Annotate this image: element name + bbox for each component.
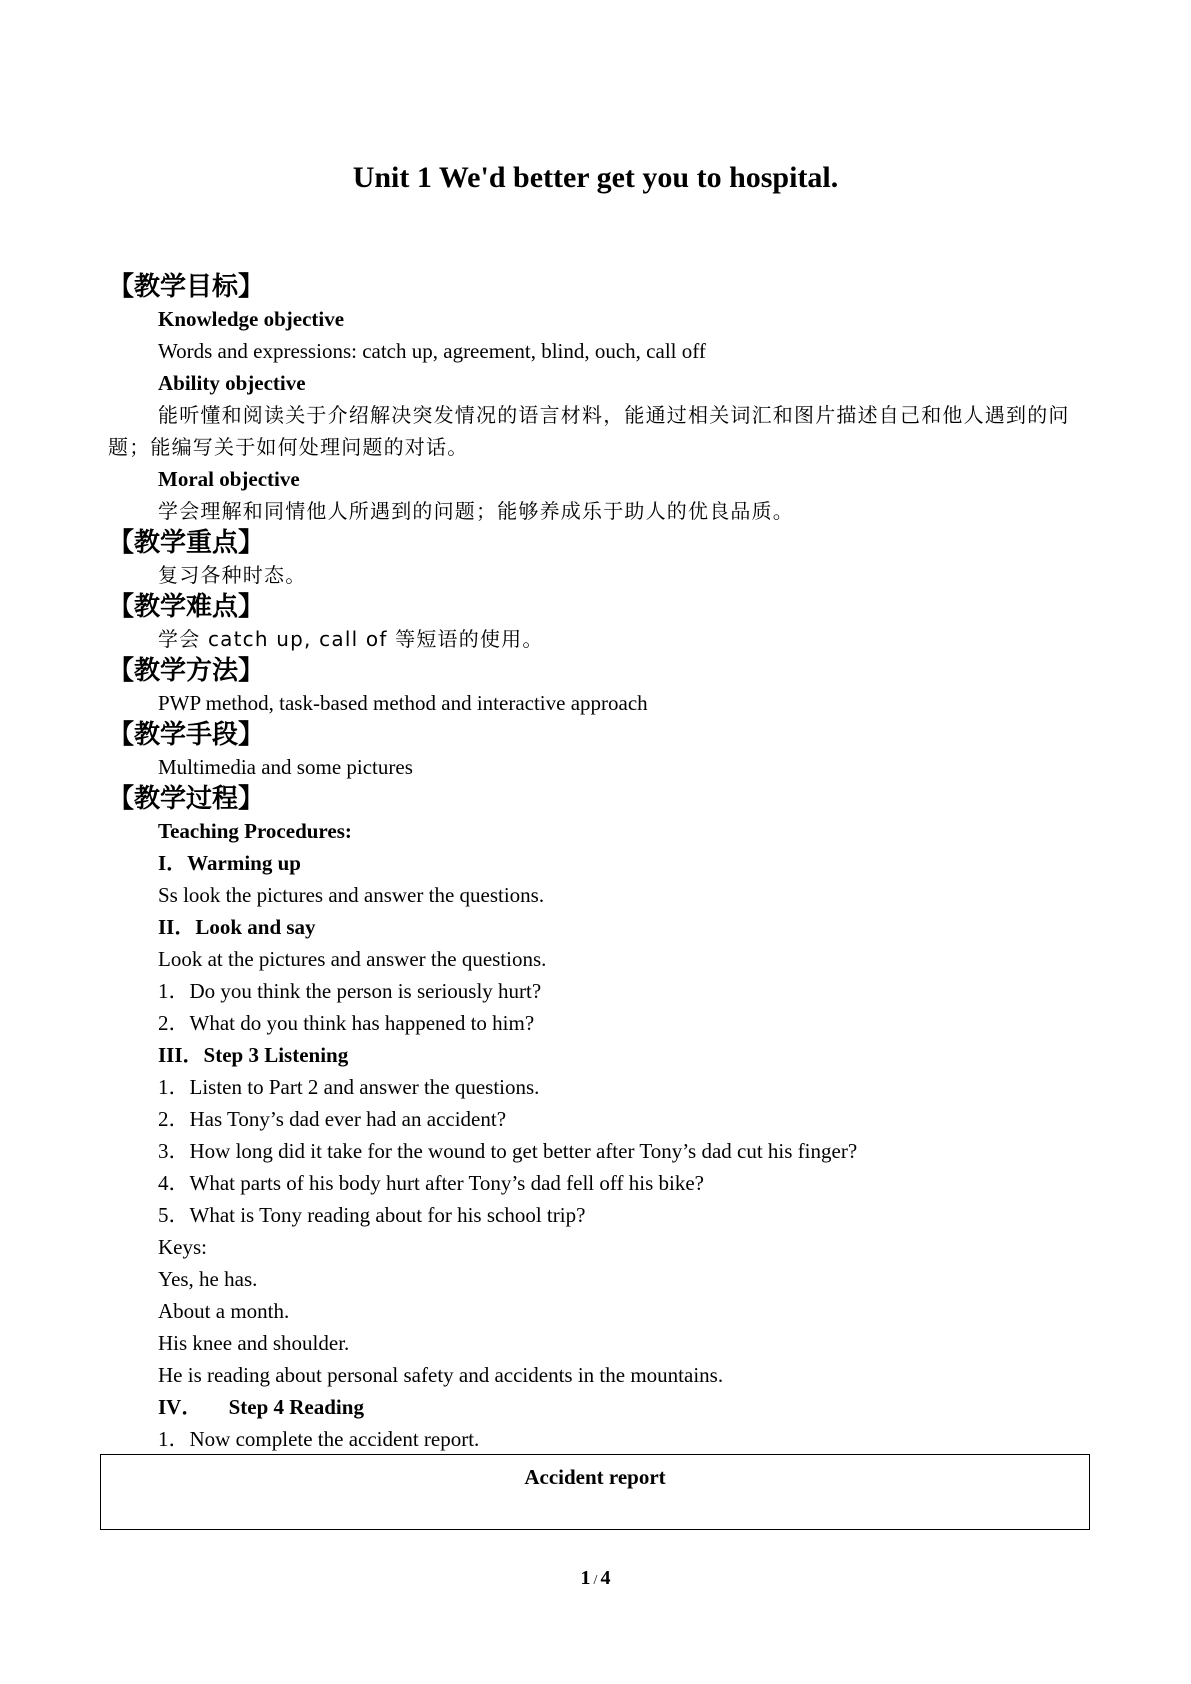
section-heading-means: 【教学手段】 [108,720,265,750]
key-answer: About a month. [158,1299,290,1323]
knowledge-objective-label: Knowledge objective [158,307,345,331]
section-heading-difficulties: 【教学难点】 [108,592,265,622]
step2-question: 1．Do you think the person is seriously hurt? [158,979,542,1003]
key-answer: Yes, he has. [158,1267,258,1291]
step4-heading: IV． Step 4 Reading [158,1395,364,1419]
step3-heading: III．Step 3 Listening [158,1043,349,1067]
step1-text: Ss look the pictures and answer the questions. [158,883,545,907]
knowledge-objective-text: Words and expressions: catch up, agreement, blind, ouch, call off [158,339,706,363]
section-heading-methods: 【教学方法】 [108,656,265,686]
step2-intro: Look at the pictures and answer the questions. [158,947,547,971]
methods-text: PWP method, task-based method and interactive approach [158,691,648,715]
moral-objective-text: 学会理解和同情他人所遇到的问题；能够养成乐于助人的优良品质。 [158,499,794,523]
document-title: Unit 1 We'd better get you to hospital. [352,161,839,194]
step1-heading: I．Warming up [158,851,301,875]
means-text: Multimedia and some pictures [158,755,413,779]
document-body [108,271,1088,1455]
key-answer: He is reading about personal safety and accidents in the mountains. [158,1363,724,1387]
ability-objective-label: Ability objective [158,371,306,395]
page-total: 4 [600,1567,611,1589]
section-heading-key-points: 【教学重点】 [108,528,265,558]
page-separator: / [593,1573,598,1588]
teaching-procedures-label: Teaching Procedures: [158,819,352,843]
accident-report-title: Accident report [524,1465,666,1489]
step3-question: 3．How long did it take for the wound to get better after Tony’s dad cut his finger? [158,1139,858,1163]
key-points-text: 复习各种时态。 [158,563,307,587]
step3-question: 4．What parts of his body hurt after Tony’s dad fell off his bike? [158,1171,704,1195]
step3-question: 2．Has Tony’s dad ever had an accident? [158,1107,507,1131]
step3-question: 1．Listen to Part 2 and answer the questions. [158,1075,540,1099]
keys-label: Keys: [158,1235,207,1259]
step2-question: 2．What do you think has happened to him? [158,1011,535,1035]
ability-objective-text: 能听懂和阅读关于介绍解决突发情况的语言材料，能通过相关词汇和图片描述自己和他人遇到的问题；能编写关于如何处理问题的对话。 [108,403,1070,459]
section-heading-objectives: 【教学目标】 [108,272,265,302]
key-answer: His knee and shoulder. [158,1331,350,1355]
step4-instruction: 1．Now complete the accident report. [158,1427,480,1451]
step3-question: 5．What is Tony reading about for his school trip? [158,1203,586,1227]
page-current: 1 [580,1567,591,1589]
difficulties-text: 学会 catch up, call of 等短语的使用。 [158,627,544,651]
accident-report-table [100,1454,1090,1530]
moral-objective-label: Moral objective [158,467,300,491]
page-number [0,1567,1191,1590]
step2-heading: II．Look and say [158,915,316,939]
section-heading-process: 【教学过程】 [108,784,265,814]
